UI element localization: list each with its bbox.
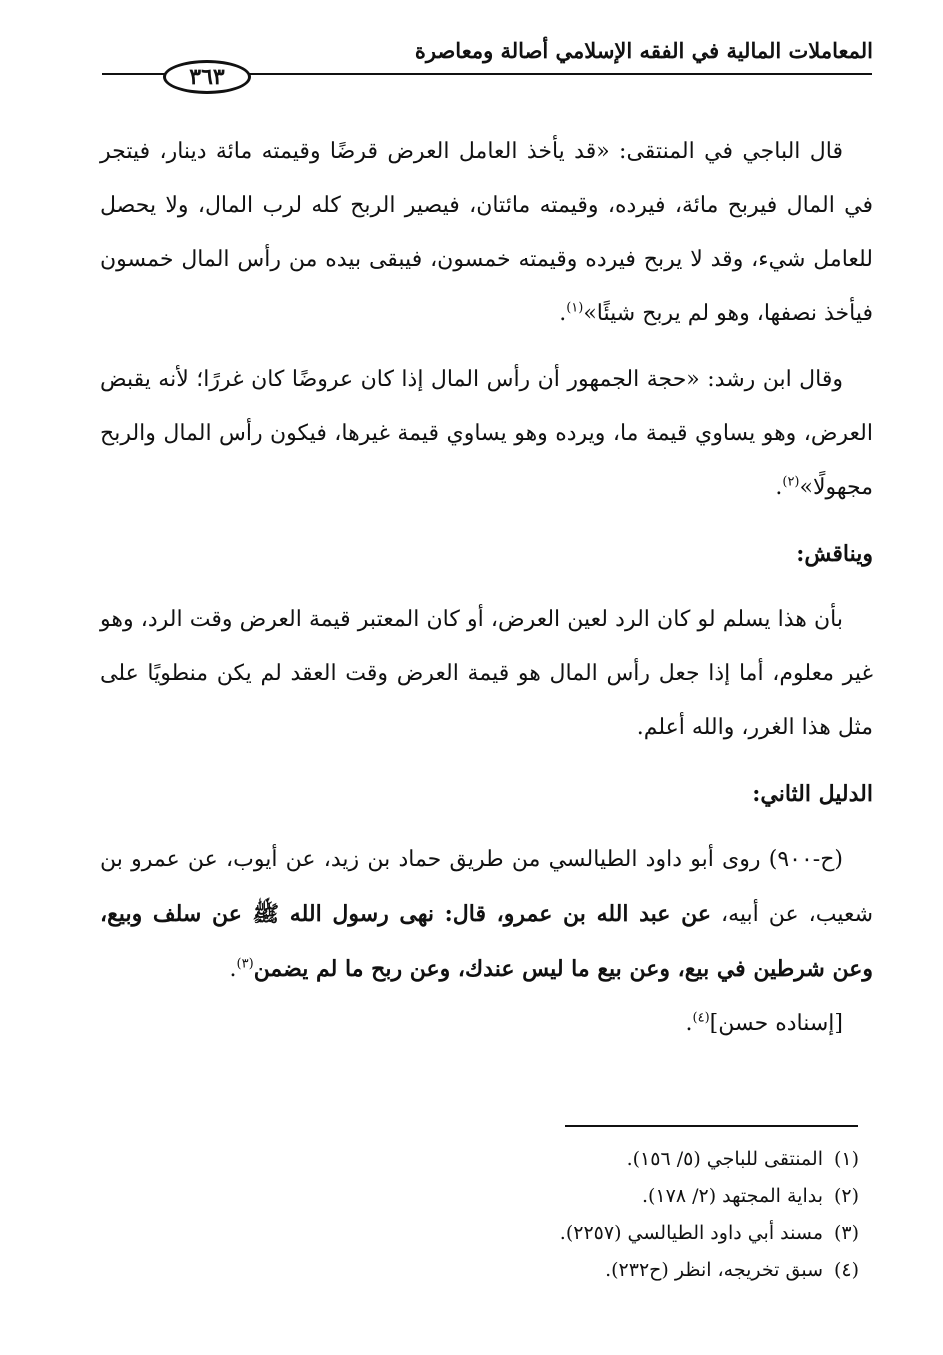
paragraph-ibn-rushd-quote: وقال ابن رشد: «حجة الجمهور أن رأس المال إذا كان عروضًا كان غررًا؛ لأنه يقبض العرض، وهو يساوي قيمة ما، ويرده وهو يساوي قيمة غيرها، فيكون رأس المال والربح مجهولًا»$^{(٢)}$. [100,367,873,500]
paragraph-isnad-grade: [إسناده حسن]$^{(٤)}$. [685,1010,843,1036]
footnote-item: (١)المنتقى للباجي (٥/ ١٥٦). [626,1148,859,1170]
footnote-ref-3[interactable]: (٣) [236,956,254,972]
footnote-ref-1[interactable]: (١) [566,300,584,316]
running-title: المعاملات المالية في الفقه الإسلامي أصالة ومعاصرة [414,38,873,63]
footnote-separator [565,1125,858,1127]
paragraph-rebuttal: بأن هذا يسلم لو كان الرد لعين العرض، أو كان المعتبر قيمة العرض وقت الرد، وهو غير معلوم، أما إذا جعل رأس المال هو قيمة العرض وقت العقد لم يكن منطويًا على مثل هذا الغرر، والله أعلم. [100,607,873,740]
heading-discussion: ويناقش: [796,541,873,567]
footnotes [259,1141,859,1289]
page-number: ٣٦٣ [163,60,251,94]
paragraph-baji-quote: قال الباجي في المنتقى: «قد يأخذ العامل العرض قرضًا وقيمته مائة دينار، فيتجر في المال فيربح مائة، فيرده، وقيمته مائتان، فيصير الربح كله لرب المال، ولا يحصل للعامل شيء، وقد لا يربح فيرده وقيمته خمسون، فيبقى بيده من رأس المال خمسون فيأخذ نصفها، وهو لم يربح شيئًا»$^{(١)}$. [100,139,873,326]
heading-second-evidence: الدليل الثاني: [752,781,873,807]
footnote-item: (٣)مسند أبي داود الطيالسي (٢٢٥٧). [559,1222,859,1244]
main-text [100,125,873,1051]
footnote-ref-2[interactable]: (٢) [782,474,800,490]
paragraph-hadith: (ح-٩٠٠) روى أبو داود الطيالسي من طريق حماد بن زيد، عن أيوب، عن عمرو بن شعيب، عن أبيه، عن عبد الله بن عمرو، قال: نهى رسول الله ﷺ عن سلف وبيع، وعن شرطين في بيع، وعن بيع ما ليس عندك، وعن ربح ما لم يضمن$^{(٣)}$. [100,847,874,982]
footnote-item: (٢)بداية المجتهد (٢/ ١٧٨). [641,1185,859,1207]
footnote-item: (٤)سبق تخريجه، انظر (ح٢٣٢). [605,1259,859,1281]
footnote-ref-4[interactable]: (٤) [692,1010,710,1026]
